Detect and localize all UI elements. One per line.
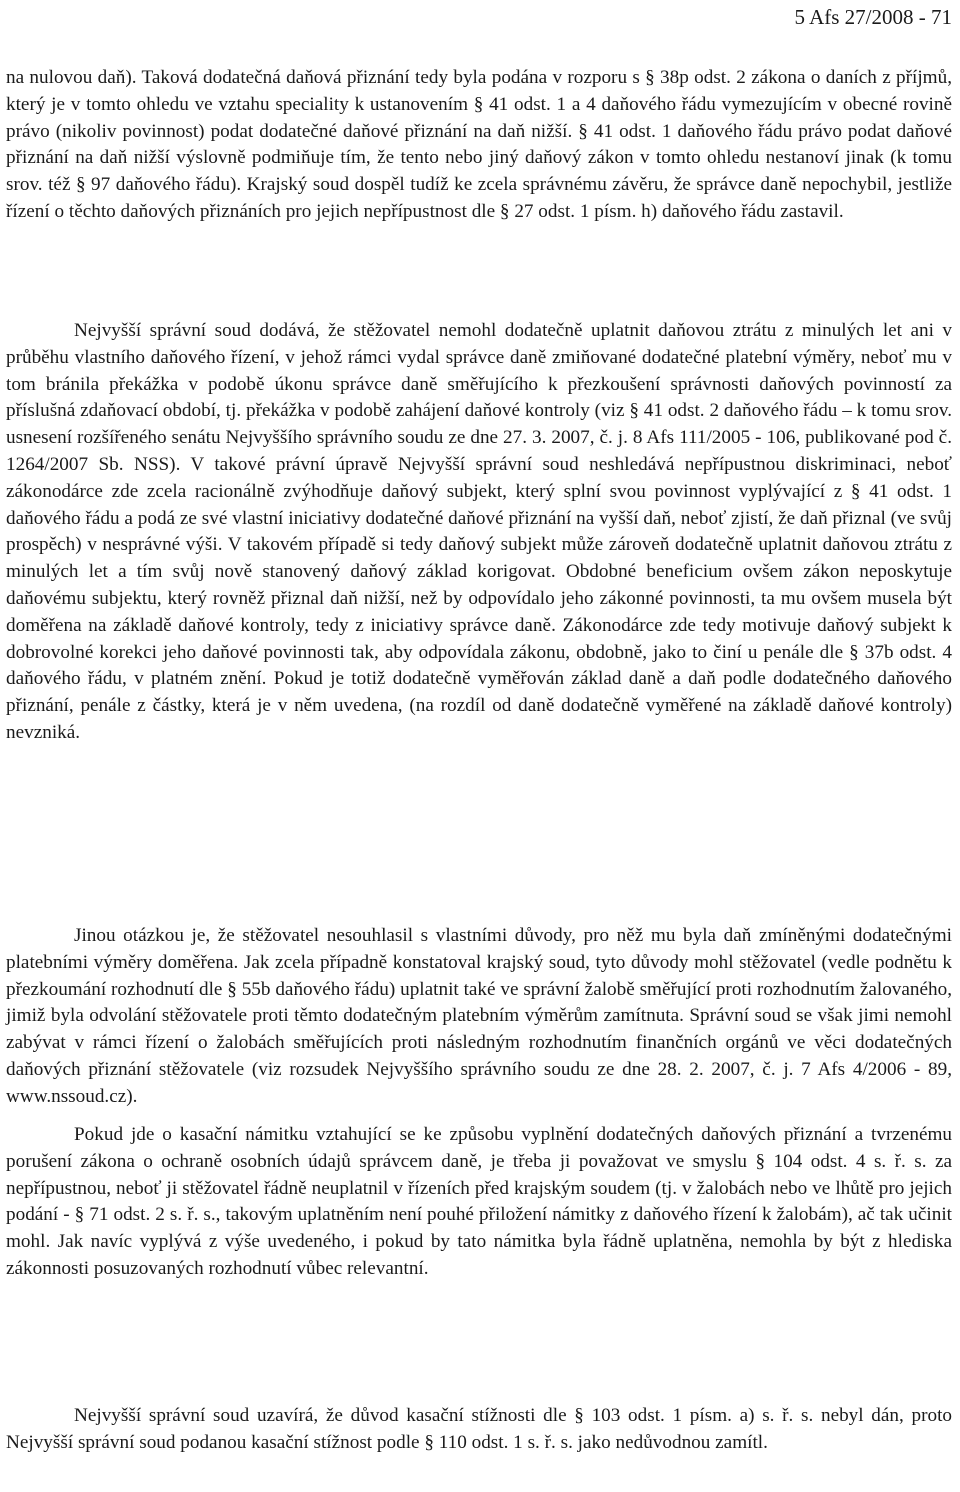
paragraph-2: Nejvyšší správní soud dodává, že stěžovatel nemohl dodatečně uplatnit daňovou ztrátu z minulých let ani v průběhu vlastního daňového řízení, v jehož rámci vydal správce daně zmiňované dodatečné platební výměry, neboť mu v tom bránila překážka v podobě úkonu správce daně směřujícího k přezkoušení správnosti daňových povinností za příslušná zdaňovací období, tj. překážka v podobě zahájení daňové kontroly (viz § 41 odst. 2 daňového řádu – k tomu srov. usnesení rozšířeného senátu Nejvyššího správního soudu ze dne 27. 3. 2007, č. j. 8 Afs 111/2005 - 106, publikované pod č. 1264/2007 Sb. NSS). V takové právní úpravě Nejvyšší správní soud neshledává nepřípustnou diskriminaci, neboť zákonodárce zde zcela racionálně zvýhodňuje daňový subjekt, který splní svou povinnost vyplývající z § 41 odst. 1 daňového řádu a podá ze své vlastní iniciativy dodatečné daňové přiznání na vyšší daň, neboť zjistí, že daň přiznal (ve svůj prospěch) v nesprávné výši. V takovém případě si tedy daňový subjekt může zároveň dodatečně uplatnit daňovou ztrátu z minulých let a tím svůj nově stanovený daňový základ korigovat. Obdobné beneficium ovšem zákon neposkytuje daňovému subjektu, který rovněž přiznal daň nižší, než by odpovídalo jeho zákonné povinnosti, ta mu ovšem musela být doměřena na základě daňové kontroly, tedy z iniciativy správce daně. Zákonodárce zde tedy motivuje daňový subjekt k dobrovolné korekci jeho daňové povinnosti tak, aby odpovídala zákonu, obdobně, jako to činí u penále dle § 37b odst. 4 daňového řádu, v platném znění. Pokud je totiž dodatečně vyměřován základ daně a daň podle dodatečného daňového přiznání, penále z částky, která je v něm uvedena, (na rozdíl od daně dodatečně vyměřené na základě daňové kontroly) nevzniká. (6, 320, 952, 743)
paragraph-4: Pokud jde o kasační námitku vztahující se ke způsobu vyplnění dodatečných daňových přiznání a tvrzenému porušení zákona o ochraně osobních údajů správcem daně, je třeba ji považovat ve smyslu § 104 odst. 4 s. ř. s. za nepřípustnou, neboť ji stěžovatel řádně neuplatnil v řízeních před krajským soudem (tj. v žalobách nebo ve lhůtě pro jejich podání - § 71 odst. 2 s. ř. s., takovým uplatněním není pouhé přiložení námitky z daňového řízení k žalobám), ač tak učinit mohl. Jak navíc vyplývá z výše uvedeného, i pokud by tato námitka byla řádně uplatněna, nemohla by být z hlediska zákonnosti posuzovaných rozhodnutí vůbec relevantní. (6, 1124, 952, 1279)
paragraph-3: Jinou otázkou je, že stěžovatel nesouhlasil s vlastními důvody, pro něž mu byla daň zmíněnými dodatečnými platebními výměry doměřena. Jak zcela případně konstatoval krajský soud, tyto důvody mohl stěžovatel (vedle podnětu k přezkoumání rozhodnutí dle § 55b daňového řádu) uplatnit také ve správní žalobě směřující proti rozhodnutím žalovaného, jimiž byla odvolání stěžovatele proti těmto dodatečným platebním výměrům zamítnuta. Správní soud se však jimi nemohl zabývat v rámci řízení o žalobách směřujících proti následným rozhodnutím finančních orgánů ve věci dodatečných daňových přiznání stěžovatele (viz rozsudek Nejvyššího správního soudu ze dne 28. 2. 2007, č. j. 7 Afs 4/2006 - 89, www.nssoud.cz). (6, 925, 952, 1107)
paragraph-5: Nejvyšší správní soud uzavírá, že důvod kasační stížnosti dle § 103 odst. 1 písm. a) s. ř. s. nebyl dán, proto Nejvyšší správní soud podanou kasační stížnost podle § 110 odst. 1 s. ř. s. jako nedůvodnou zamítl. (6, 1405, 952, 1453)
case-reference-header: 5 Afs 27/2008 - 71 (794, 5, 952, 29)
paragraph-1: na nulovou daň). Taková dodatečná daňová přiznání tedy byla podána v rozporu s § 38p odst. 2 zákona o daních z příjmů, který je v tomto ohledu ve vztahu speciality k ustanovením § 41 odst. 1 a 4 daňového řádu vymezujícím v obecné rovině právo (nikoliv povinnost) podat dodatečné daňové přiznání na daň nižší. § 41 odst. 1 daňového řádu právo podat daňové přiznání na daň nižší výslovně podmiňuje tím, že tento nebo jiný daňový zákon v tomto ohledu nestanoví jinak (k tomu srov. též § 97 daňového řádu). Krajský soud dospěl tudíž ke zcela správnému závěru, že správce daně nepochybil, jestliže řízení o těchto daňových přiznáních pro jejich nepřípustnost dle § 27 odst. 1 písm. h) daňového řádu zastavil. (6, 67, 952, 222)
